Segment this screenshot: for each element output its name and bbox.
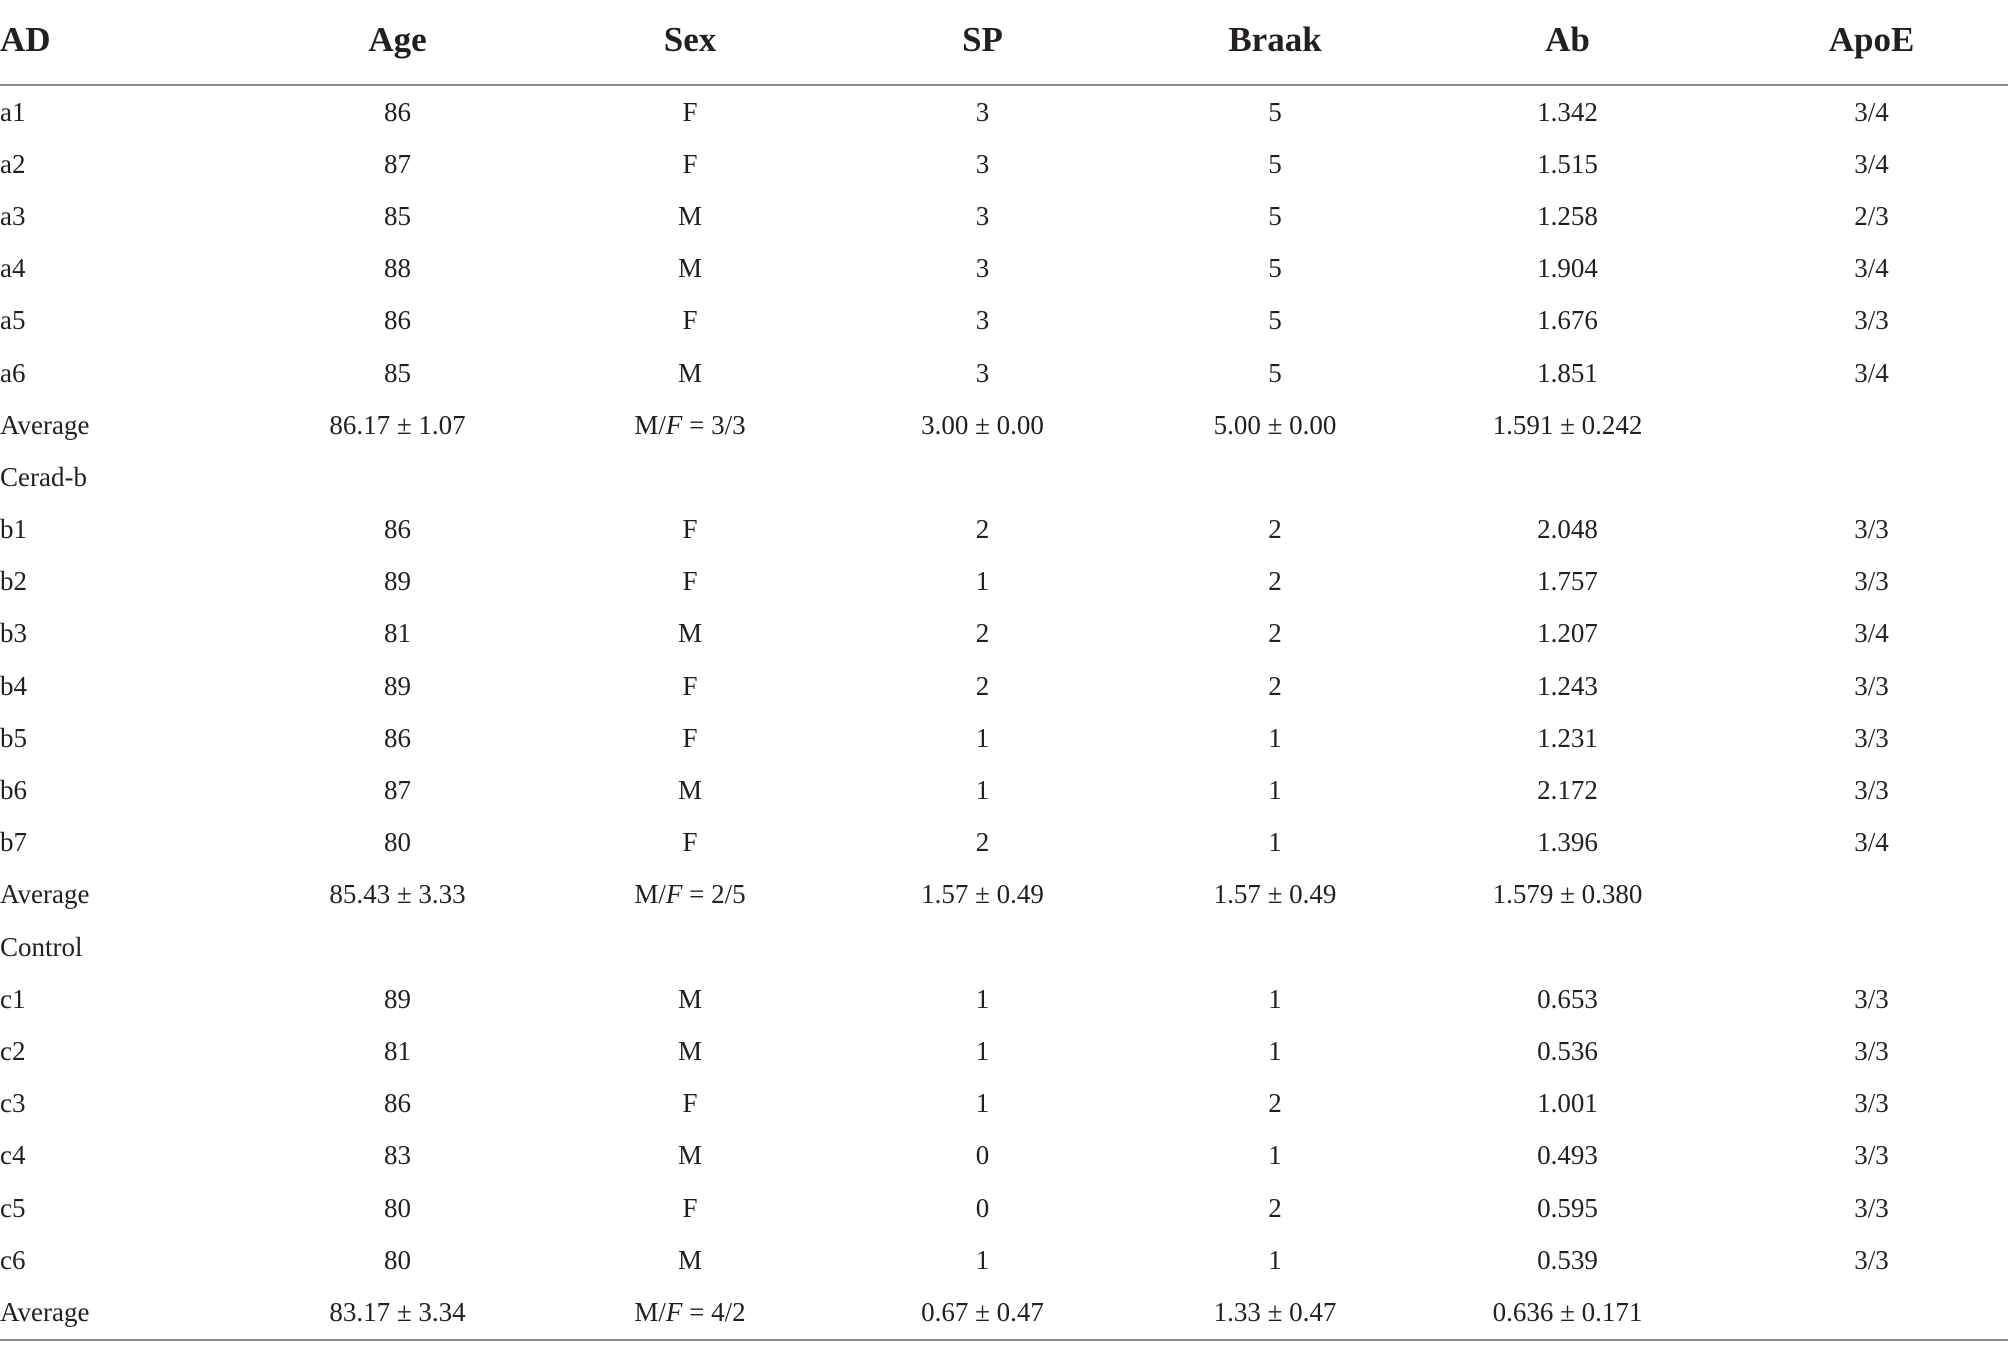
sex-cell: M bbox=[677, 357, 702, 388]
sp-cell: 0 bbox=[975, 1192, 990, 1223]
apoe-cell: 2/3 bbox=[1854, 200, 1889, 231]
sp-cell: 3 bbox=[975, 148, 990, 179]
sp-cell: 1 bbox=[975, 566, 990, 597]
ab-cell: 1.207 bbox=[1537, 618, 1598, 649]
apoe-cell: 3/3 bbox=[1854, 670, 1889, 701]
braak-cell: 5 bbox=[1268, 200, 1282, 231]
average-apoe bbox=[1735, 399, 2008, 451]
apoe-cell: 3/3 bbox=[1854, 1192, 1889, 1223]
sp-cell: 2 bbox=[975, 670, 990, 701]
apoe-cell: 3/3 bbox=[1854, 1140, 1889, 1171]
sp-cell: 1 bbox=[975, 1035, 990, 1066]
ab-cell: 2.172 bbox=[1537, 775, 1598, 806]
sample-id-cell: c1 bbox=[0, 983, 26, 1014]
group-label-row bbox=[0, 451, 2008, 503]
column-header-sp: SP bbox=[815, 0, 1150, 85]
age-cell: 81 bbox=[384, 1035, 411, 1066]
table-row bbox=[0, 504, 2008, 556]
average-ab: 1.579 ± 0.380 bbox=[1492, 879, 1643, 910]
ab-cell: 0.539 bbox=[1537, 1244, 1598, 1275]
sex-cell: F bbox=[682, 514, 698, 545]
average-sp: 0.67 ± 0.47 bbox=[815, 1286, 1150, 1339]
table-row bbox=[0, 243, 2008, 295]
age-cell: 86 bbox=[384, 96, 411, 127]
average-row bbox=[0, 1286, 2008, 1339]
sex-cell: M bbox=[677, 1140, 702, 1171]
ab-cell: 1.757 bbox=[1537, 566, 1598, 597]
apoe-cell: 3/3 bbox=[1854, 566, 1889, 597]
sp-cell: 2 bbox=[975, 514, 990, 545]
age-cell: 80 bbox=[384, 827, 411, 858]
sex-cell: M bbox=[677, 253, 702, 284]
sex-cell: F bbox=[682, 827, 698, 858]
sample-id-cell: a4 bbox=[0, 253, 26, 284]
apoe-cell: 3/4 bbox=[1854, 357, 1889, 388]
sp-cell: 1 bbox=[975, 1088, 990, 1119]
sample-id-cell: c6 bbox=[0, 1244, 26, 1275]
table-row bbox=[0, 973, 2008, 1025]
braak-cell: 1 bbox=[1268, 827, 1282, 858]
sample-id-cell: a6 bbox=[0, 357, 26, 388]
apoe-cell: 3/4 bbox=[1854, 148, 1889, 179]
age-cell: 86 bbox=[384, 514, 411, 545]
group-label: Control bbox=[0, 931, 83, 962]
sp-cell: 1 bbox=[975, 983, 990, 1014]
sample-id-cell: a1 bbox=[0, 96, 26, 127]
sex-cell: F bbox=[682, 96, 698, 127]
table-row bbox=[0, 347, 2008, 399]
table-row bbox=[0, 1234, 2008, 1286]
braak-cell: 5 bbox=[1268, 96, 1282, 127]
sex-cell: F bbox=[682, 305, 698, 336]
braak-cell: 2 bbox=[1268, 618, 1282, 649]
age-cell: 80 bbox=[384, 1192, 411, 1223]
ab-cell: 0.493 bbox=[1537, 1140, 1598, 1171]
sex-cell: F bbox=[682, 148, 698, 179]
sp-cell: 1 bbox=[975, 1244, 990, 1275]
table-row bbox=[0, 817, 2008, 869]
ab-cell: 1.342 bbox=[1537, 96, 1598, 127]
column-header-age: Age bbox=[230, 0, 565, 85]
apoe-cell: 3/4 bbox=[1854, 827, 1889, 858]
braak-cell: 5 bbox=[1268, 253, 1282, 284]
average-row bbox=[0, 399, 2008, 451]
sex-ratio-value: = 2/5 bbox=[682, 879, 746, 910]
age-cell: 89 bbox=[384, 566, 411, 597]
table-row bbox=[0, 556, 2008, 608]
apoe-cell: 3/3 bbox=[1854, 775, 1889, 806]
column-header-braak: Braak bbox=[1150, 0, 1400, 85]
table-row bbox=[0, 764, 2008, 816]
sp-cell: 1 bbox=[975, 722, 990, 753]
column-header-ad: AD bbox=[0, 0, 230, 85]
average-apoe bbox=[1735, 1286, 2008, 1339]
sample-id-cell: b4 bbox=[0, 670, 27, 701]
age-cell: 86 bbox=[384, 305, 411, 336]
sex-cell: F bbox=[682, 722, 698, 753]
average-row bbox=[0, 869, 2008, 921]
sp-cell: 1 bbox=[975, 775, 990, 806]
sex-ratio-value: = 3/3 bbox=[682, 409, 746, 440]
ab-cell: 0.595 bbox=[1537, 1192, 1598, 1223]
table-row bbox=[0, 138, 2008, 190]
sex-ratio-prefix: M/ bbox=[634, 879, 666, 910]
sample-id-cell: c2 bbox=[0, 1035, 26, 1066]
average-sex-ratio bbox=[565, 1286, 815, 1339]
apoe-cell: 3/3 bbox=[1854, 1088, 1889, 1119]
braak-cell: 1 bbox=[1268, 983, 1282, 1014]
braak-cell: 1 bbox=[1268, 722, 1282, 753]
apoe-cell: 3/3 bbox=[1854, 514, 1889, 545]
sp-cell: 3 bbox=[975, 357, 990, 388]
braak-cell: 2 bbox=[1268, 1192, 1282, 1223]
sex-ratio-f: F bbox=[665, 409, 683, 440]
sample-id-cell: a5 bbox=[0, 305, 26, 336]
sp-cell: 2 bbox=[975, 618, 990, 649]
ab-cell: 2.048 bbox=[1537, 514, 1598, 545]
average-apoe bbox=[1735, 869, 2008, 921]
sp-cell: 2 bbox=[975, 827, 990, 858]
average-sex-ratio bbox=[565, 399, 815, 451]
age-cell: 86 bbox=[384, 722, 411, 753]
braak-cell: 1 bbox=[1268, 1140, 1282, 1171]
sample-id-cell: b7 bbox=[0, 827, 27, 858]
average-ab: 1.591 ± 0.242 bbox=[1492, 409, 1643, 440]
header-row bbox=[0, 0, 2008, 85]
sample-id-cell: a3 bbox=[0, 200, 26, 231]
sex-ratio-f: F bbox=[665, 879, 683, 910]
age-cell: 89 bbox=[384, 670, 411, 701]
average-sp: 3.00 ± 0.00 bbox=[921, 409, 1044, 440]
average-braak: 5.00 ± 0.00 bbox=[1213, 409, 1337, 440]
table-header bbox=[0, 0, 2008, 85]
apoe-cell: 3/4 bbox=[1854, 253, 1889, 284]
age-cell: 88 bbox=[384, 253, 411, 284]
age-cell: 89 bbox=[384, 983, 411, 1014]
table-row bbox=[0, 660, 2008, 712]
sex-cell: M bbox=[677, 200, 702, 231]
ab-cell: 1.904 bbox=[1537, 253, 1598, 284]
sex-ratio-f: F bbox=[665, 1296, 683, 1327]
sex-cell: F bbox=[682, 1088, 698, 1119]
ab-cell: 1.676 bbox=[1537, 305, 1598, 336]
sp-cell: 0 bbox=[975, 1140, 990, 1171]
age-cell: 87 bbox=[384, 148, 411, 179]
average-age: 85.43 ± 3.33 bbox=[329, 879, 466, 910]
sex-cell: M bbox=[677, 1035, 702, 1066]
ab-cell: 1.515 bbox=[1537, 148, 1598, 179]
average-sex-ratio bbox=[565, 869, 815, 921]
average-ab: 0.636 ± 0.171 bbox=[1400, 1286, 1735, 1339]
sex-cell: F bbox=[682, 566, 698, 597]
sample-id-cell: b5 bbox=[0, 722, 27, 753]
apoe-cell: 3/3 bbox=[1854, 305, 1889, 336]
braak-cell: 1 bbox=[1268, 775, 1282, 806]
sex-cell: M bbox=[677, 618, 702, 649]
average-braak: 1.57 ± 0.49 bbox=[1213, 879, 1337, 910]
braak-cell: 2 bbox=[1268, 1088, 1282, 1119]
table-row bbox=[0, 1078, 2008, 1130]
sex-cell: M bbox=[677, 775, 702, 806]
sex-cell: M bbox=[677, 983, 702, 1014]
table-row bbox=[0, 85, 2008, 138]
table-row bbox=[0, 1025, 2008, 1077]
table-row bbox=[0, 712, 2008, 764]
age-cell: 85 bbox=[384, 357, 411, 388]
sample-id-cell: b3 bbox=[0, 618, 27, 649]
sp-cell: 3 bbox=[975, 305, 990, 336]
apoe-cell: 3/3 bbox=[1854, 722, 1889, 753]
age-cell: 86 bbox=[384, 1088, 411, 1119]
age-cell: 83 bbox=[384, 1140, 411, 1171]
sample-id-cell: a2 bbox=[0, 148, 26, 179]
sex-ratio-prefix: M/ bbox=[634, 1296, 666, 1327]
ab-cell: 1.258 bbox=[1537, 200, 1598, 231]
age-cell: 85 bbox=[384, 200, 411, 231]
sp-cell: 3 bbox=[975, 253, 990, 284]
ab-cell: 1.231 bbox=[1537, 722, 1598, 753]
average-label: Average bbox=[0, 879, 90, 910]
braak-cell: 5 bbox=[1268, 305, 1282, 336]
ab-cell: 0.536 bbox=[1537, 1035, 1598, 1066]
apoe-cell: 3/3 bbox=[1854, 983, 1889, 1014]
braak-cell: 2 bbox=[1268, 566, 1282, 597]
ab-cell: 1.001 bbox=[1537, 1088, 1598, 1119]
sp-cell: 3 bbox=[975, 200, 990, 231]
braak-cell: 1 bbox=[1268, 1244, 1282, 1275]
column-header-sex: Sex bbox=[565, 0, 815, 85]
ab-cell: 1.396 bbox=[1537, 827, 1598, 858]
average-braak: 1.33 ± 0.47 bbox=[1150, 1286, 1400, 1339]
sex-cell: F bbox=[682, 670, 698, 701]
ab-cell: 1.243 bbox=[1537, 670, 1598, 701]
table-body bbox=[0, 85, 2008, 1340]
sex-ratio-value: = 4/2 bbox=[682, 1296, 746, 1327]
apoe-cell: 3/4 bbox=[1854, 618, 1889, 649]
braak-cell: 1 bbox=[1268, 1035, 1282, 1066]
sample-id-cell: b1 bbox=[0, 514, 27, 545]
column-header-ab: Ab bbox=[1400, 0, 1735, 85]
average-label: Average bbox=[0, 1286, 230, 1339]
age-cell: 81 bbox=[384, 618, 411, 649]
age-cell: 80 bbox=[384, 1244, 411, 1275]
braak-cell: 2 bbox=[1268, 514, 1282, 545]
sample-id-cell: c3 bbox=[0, 1088, 26, 1119]
braak-cell: 5 bbox=[1268, 148, 1282, 179]
apoe-cell: 3/4 bbox=[1854, 96, 1889, 127]
sp-cell: 3 bbox=[975, 96, 990, 127]
apoe-cell: 3/3 bbox=[1854, 1035, 1889, 1066]
table-row bbox=[0, 190, 2008, 242]
table-row bbox=[0, 608, 2008, 660]
age-cell: 87 bbox=[384, 775, 411, 806]
sex-ratio-prefix: M/ bbox=[634, 409, 666, 440]
average-label: Average bbox=[0, 409, 90, 440]
sample-id-cell: b6 bbox=[0, 775, 27, 806]
braak-cell: 5 bbox=[1268, 357, 1282, 388]
table-row bbox=[0, 1182, 2008, 1234]
column-header-apoe: ApoE bbox=[1735, 0, 2008, 85]
ab-cell: 0.653 bbox=[1537, 983, 1598, 1014]
apoe-cell: 3/3 bbox=[1854, 1244, 1889, 1275]
sample-id-cell: b2 bbox=[0, 566, 27, 597]
sample-id-cell: c4 bbox=[0, 1140, 26, 1171]
average-age: 83.17 ± 3.34 bbox=[230, 1286, 565, 1339]
sex-cell: M bbox=[677, 1244, 702, 1275]
table-row bbox=[0, 295, 2008, 347]
sample-id-cell: c5 bbox=[0, 1192, 26, 1223]
ab-cell: 1.851 bbox=[1537, 357, 1598, 388]
sex-cell: F bbox=[682, 1192, 698, 1223]
average-sp: 1.57 ± 0.49 bbox=[921, 879, 1044, 910]
table-row bbox=[0, 1130, 2008, 1182]
braak-cell: 2 bbox=[1268, 670, 1282, 701]
group-label-row bbox=[0, 921, 2008, 973]
group-label: Cerad-b bbox=[0, 461, 87, 492]
average-age: 86.17 ± 1.07 bbox=[329, 409, 466, 440]
